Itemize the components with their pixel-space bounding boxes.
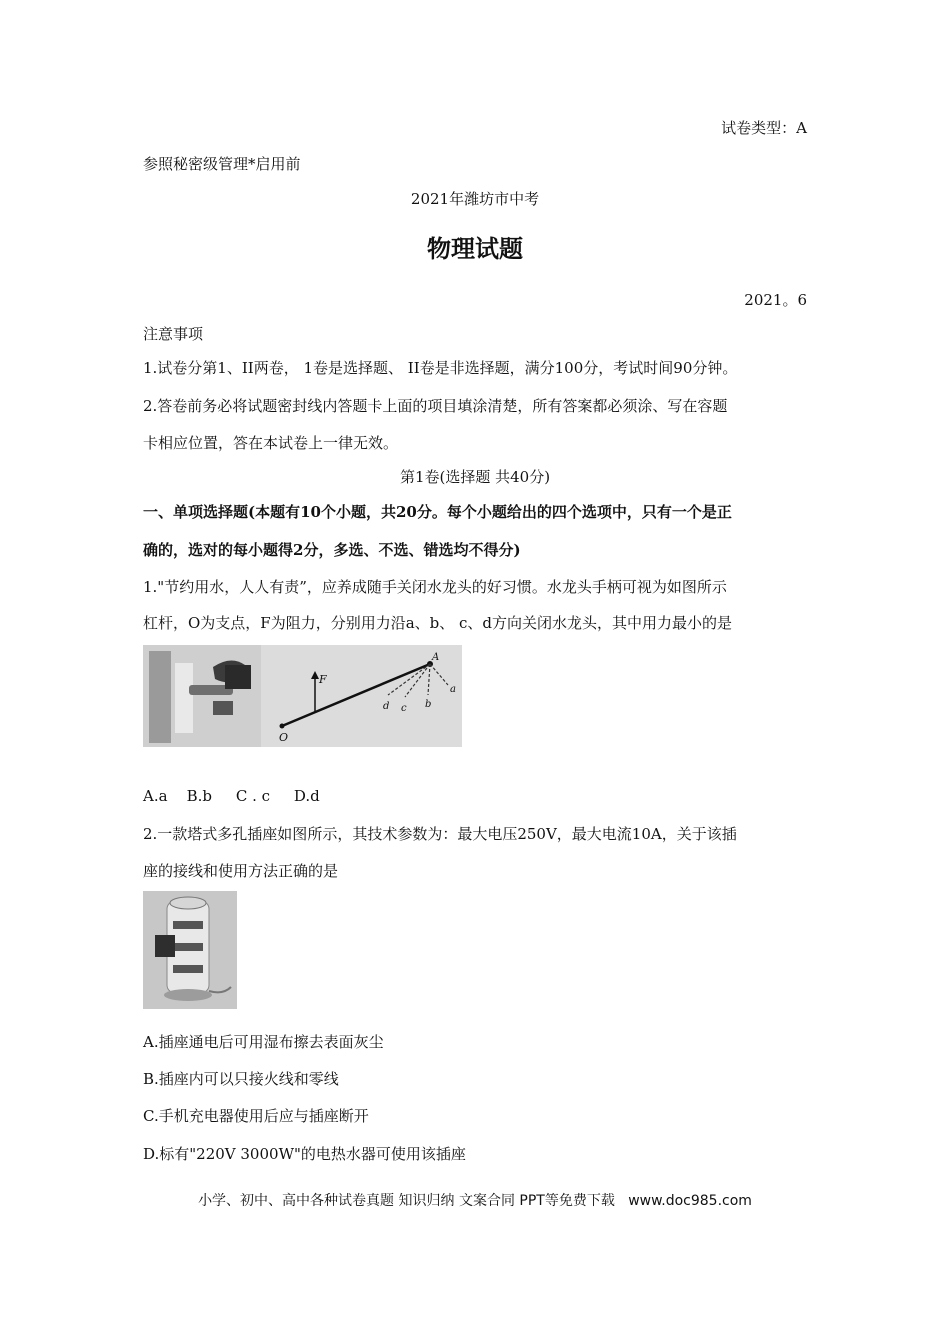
q1-text-line-2: 杠杆，O为支点，F为阻力，分别用力沿a、b、 c、d方向关闭水龙头，其中用力最小的是 <box>143 614 733 632</box>
q2-option-d: D.标有"220V 3000W"的电热水器可使用该插座 <box>143 1145 466 1163</box>
section-instructions-line-1: 一、单项选择题(本题有10个小题，共20分。每个小题给出的四个选项中，只有一个是正 <box>143 503 732 521</box>
direction-b-label: b <box>425 699 432 710</box>
footer-text: 小学、初中、高中各种试卷真题 知识归纳 文案合同 PPT等免费下载 www.doc985.com <box>198 1193 752 1209</box>
page-title: 物理试题 <box>427 234 523 263</box>
exam-date: 2021。6 <box>744 291 807 309</box>
q2-option-b: B.插座内可以只接火线和零线 <box>143 1070 339 1088</box>
end-label: A <box>432 652 440 663</box>
exam-name: 2021年潍坊市中考 <box>410 190 540 208</box>
direction-a-label: a <box>450 684 456 695</box>
direction-d-label: d <box>383 701 390 712</box>
notes-item-1: 1.试卷分第1、II两卷， 1卷是选择题、 II卷是非选择题，满分100分，考试时间90分钟。 <box>143 359 738 377</box>
q2-figure <box>143 891 237 1009</box>
paper-type: 试卷类型：A <box>721 119 807 137</box>
section-instructions-line-2: 确的，选对的每小题得2分，多选、不选、错选均不得分) <box>143 541 521 559</box>
confidentiality-note: 参照秘密级管理*启用前 <box>143 155 301 173</box>
notes-item-2-line-2: 卡相应位置，答在本试卷上一律无效。 <box>143 434 399 452</box>
q1-text-line-1: 1."节约用水，人人有责”，应养成随手关闭水龙头的好习惯。水龙头手柄可视为如图所示 <box>143 578 727 596</box>
q2-text-line-1: 2.一款塔式多孔插座如图所示，其技术参数为：最大电压250V，最大电流10A，关于该插 <box>143 825 737 843</box>
faucet-photo <box>143 645 261 747</box>
q1-figure <box>143 645 462 747</box>
q2-text-line-2: 座的接线和使用方法正确的是 <box>143 862 339 880</box>
power-strip-photo <box>143 891 237 1009</box>
notes-heading: 注意事项 <box>143 325 204 343</box>
section-title: 第1卷(选择题 共40分) <box>399 468 551 486</box>
q2-option-c: C.手机充电器使用后应与插座断开 <box>143 1107 369 1125</box>
pivot-label: O <box>279 731 289 744</box>
direction-c-label: c <box>401 703 407 714</box>
q2-option-a: A.插座通电后可用湿布擦去表面灰尘 <box>143 1033 384 1051</box>
q1-options: A.a B.b C . c D.d <box>143 787 320 805</box>
force-label: F <box>319 673 327 686</box>
notes-item-2-line-1: 2.答卷前务必将试题密封线内答题卡上面的项目填涂清楚，所有答案都必须涂、写在容题 <box>143 397 728 415</box>
